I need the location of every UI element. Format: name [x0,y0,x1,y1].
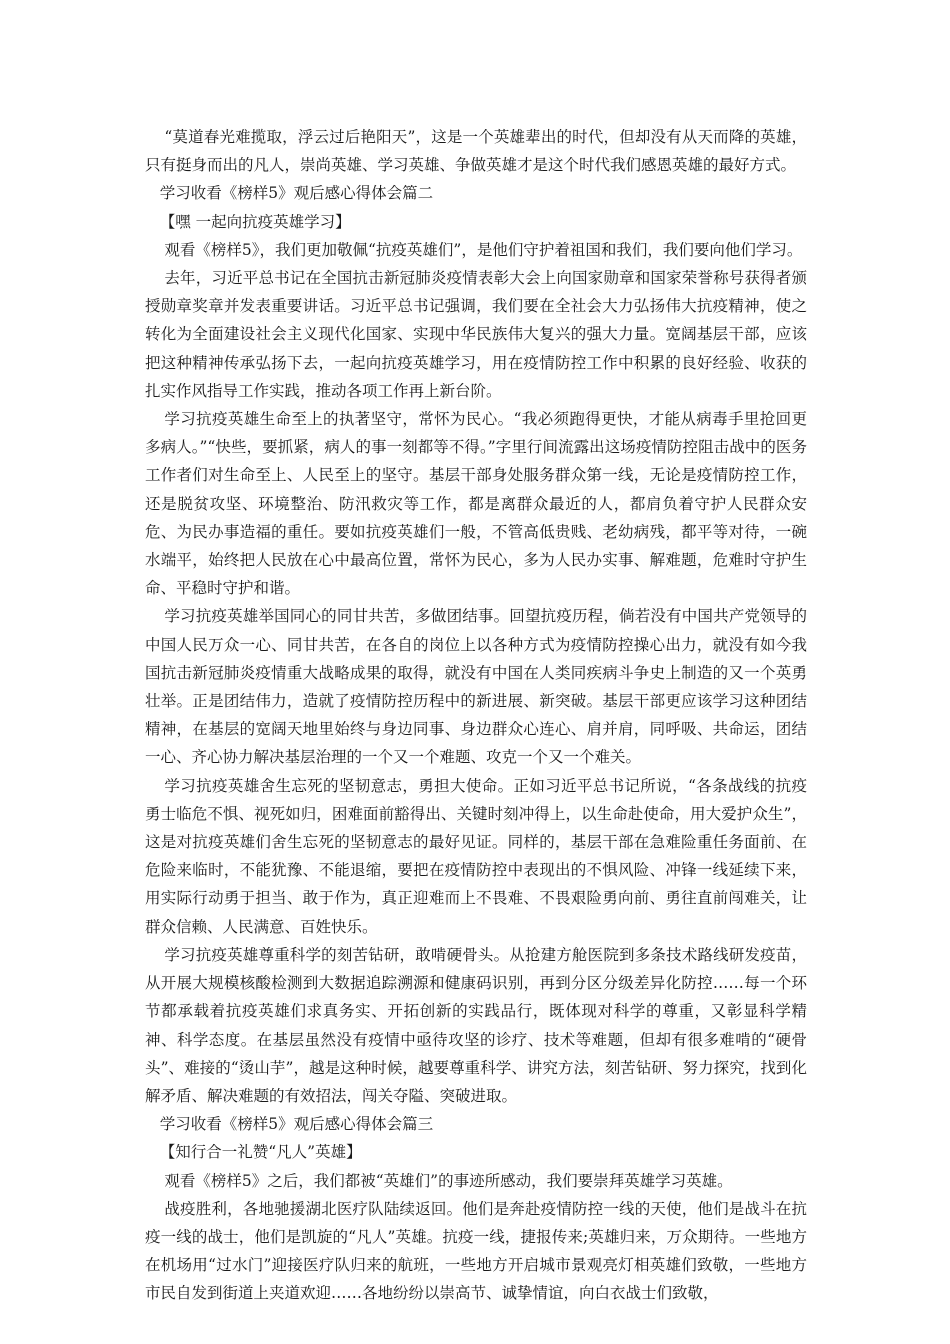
paragraph: “莫道春光难揽取，浮云过后艳阳天”，这是一个英雄辈出的时代，但却没有从天而降的英雄，只有挺身而出的凡人，崇尚英雄、学习英雄、争做英雄才是这个时代我们感恩英雄的最好方式。 [145,128,807,175]
section-title: 学习收看《榜样5》观后感心得体会篇二 [159,184,434,203]
section-subtitle: 【知行合一礼赞“凡人”英雄】 [159,1143,362,1162]
section-subtitle: 【嘿 一起向抗疫英雄学习】 [159,212,351,231]
paragraph: 观看《榜样5》之后，我们都被“英雄们”的事迹所感动，我们要崇拜英雄学习英雄。 [164,1171,733,1190]
paragraph: 战疫胜利，各地驰援湖北医疗队陆续返回。他们是奔赴疫情防控一线的天使，他们是战斗在抗疫一线的战士，他们是凯旋的“凡人”英雄。抗疫一线，捷报传来;英雄归来，万众期待。一些地方在机场用“过水门”迎接医疗队归来的航班，一些地方开启城市景观亮灯相英雄们致敬，一些地方市民自发到街道上夹道欢迎……各地纷纷以崇高节、诚挚情谊，向白衣战士们致敬， [145,1199,807,1303]
section-title: 学习收看《榜样5》观后感心得体会篇三 [159,1115,434,1134]
paragraph: 学习抗疫英雄生命至上的执著坚守，常怀为民心。“我必须跑得更快，才能从病毒手里抢回更多病人。”“快些，要抓紧，病人的事一刻都等不得。”字里行间流露出这场疫情防控阻击战中的医务工作者们对生命至上、人民至上的坚守。基层干部身处服务群众第一线，无论是疫情防控工作，还是脱贫攻坚、环境整治、防汛救灾等工作，都是离群众最近的人，都肩负着守护人民群众安危、为民办事造福的重任。要如抗疫英雄们一般，不管高低贵贱、老幼病残，都平等对待，一碗水端平，始终把人民放在心中最高位置，常怀为民心，多为人民办实事、解难题，危难时守护生命、平稳时守护和谐。 [145,410,807,598]
paragraph: 去年，习近平总书记在全国抗击新冠肺炎疫情表彰大会上向国家勋章和国家荣誉称号获得者颁授勋章奖章并发表重要讲话。习近平总书记强调，我们要在全社会大力弘扬伟大抗疫精神，使之转化为全面建设社会主义现代化国家、实现中华民族伟大复兴的强大力量。宽阔基层干部，应该把这种精神传承弘扬下去，一起向抗疫英雄学习，用在疫情防控工作中积累的良好经验、收获的扎实作风指导工作实践，推动各项工作再上新台阶。 [145,269,807,400]
paragraph: 学习抗疫英雄尊重科学的刻苦钻研，敢啃硬骨头。从抢建方舱医院到多条技术路线研发疫苗，从开展大规模核酸检测到大数据追踪溯源和健康码识别，再到分区分级差异化防控……每一个环节都承载着抗疫英雄们求真务实、开拓创新的实践品行，既体现对科学的尊重，又彰显科学精神、科学态度。在基层虽然没有疫情中亟待攻坚的诊疗、技术等难题，但却有很多难啃的“硬骨头”、难接的“烫山芋”，越是这种时候，越要尊重科学、讲究方法，刻苦钻研、努力探究，找到化解矛盾、解决难题的有效招法，闯关夺隘、突破进取。 [145,945,807,1105]
paragraph: 学习抗疫英雄舍生忘死的坚韧意志，勇担大使命。正如习近平总书记所说，“各条战线的抗疫勇士临危不惧、视死如归，困难面前豁得出、关键时刻冲得上，以生命赴使命，用大爱护众生”，这是对抗疫英雄们舍生忘死的坚韧意志的最好见证。同样的，基层干部在急难险重任务面前、在危险来临时，不能犹豫、不能退缩，要把在疫情防控中表现出的不惧风险、冲锋一线延续下来，用实际行动勇于担当、敢于作为，真正迎难而上不畏难、不畏艰险勇向前、勇往直前闯难关，让群众信赖、人民满意、百姓快乐。 [145,776,807,936]
document-body [145,123,807,1308]
paragraph: 学习抗疫英雄举国同心的同甘共苦，多做团结事。回望抗疫历程，倘若没有中国共产党领导的中国人民万众一心、同甘共苦，在各自的岗位上以各种方式为疫情防控操心出力，就没有如今我国抗击新冠肺炎疫情重大战略成果的取得，就没有中国在人类同疾病斗争史上制造的又一个英勇壮举。正是团结伟力，造就了疫情防控历程中的新进展、新突破。基层干部更应该学习这种团结精神，在基层的宽阔天地里始终与身边同事、身边群众心连心、肩并肩，同呼吸、共命运，团结一心、齐心协力解决基层治理的一个又一个难题、攻克一个又一个难关。 [145,607,807,767]
paragraph: 观看《榜样5》，我们更加敬佩“抗疫英雄们”，是他们守护着祖国和我们，我们要向他们学习。 [164,240,803,259]
